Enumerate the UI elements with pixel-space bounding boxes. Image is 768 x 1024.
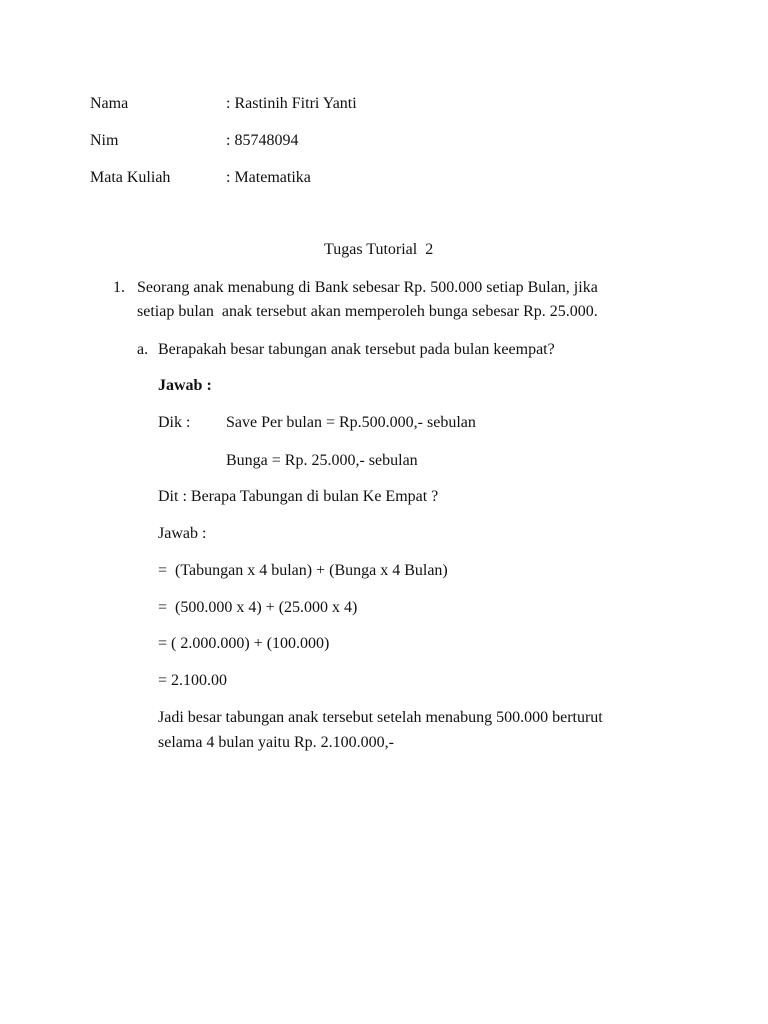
name-value: : Rastinih Fitri Yanti (226, 95, 357, 112)
jawab-label: Jawab : (158, 525, 207, 542)
dik-label: Dik : (158, 414, 191, 431)
conclusion-line-2: selama 4 bulan yaitu Rp. 2.100.000,- (158, 734, 394, 751)
question-line-1: Seorang anak menabung di Bank sebesar Rp. 500.000 setiap Bulan, jika (137, 279, 598, 296)
answer-heading: Jawab : (158, 377, 212, 394)
step-2: = (500.000 x 4) + (25.000 x 4) (158, 599, 358, 616)
question-number: 1. (113, 279, 125, 296)
course-label: Mata Kuliah (90, 169, 171, 186)
conclusion-line-1: Jadi besar tabungan anak tersebut setelah menabung 500.000 berturut (158, 709, 603, 726)
nim-value: : 85748094 (226, 132, 299, 149)
dik-line-2: Bunga = Rp. 25.000,- sebulan (226, 452, 418, 469)
step-1: = (Tabungan x 4 bulan) + (Bunga x 4 Bulan) (158, 562, 448, 579)
name-label: Nama (90, 95, 129, 112)
nim-label: Nim (90, 132, 119, 149)
step-4: = 2.100.00 (158, 672, 228, 689)
sub-question-letter: a. (137, 341, 149, 358)
question-line-2: setiap bulan anak tersebut akan memperoleh bunga sebesar Rp. 25.000. (137, 303, 598, 320)
sub-question-text: Berapakah besar tabungan anak tersebut pada bulan keempat? (158, 341, 555, 358)
dit-line: Dit : Berapa Tabungan di bulan Ke Empat ? (158, 488, 439, 505)
step-3: = ( 2.000.000) + (100.000) (158, 635, 330, 652)
document-title: Tugas Tutorial 2 (324, 241, 434, 258)
dik-line-1: Save Per bulan = Rp.500.000,- sebulan (226, 414, 476, 431)
course-value: : Matematika (226, 169, 311, 186)
